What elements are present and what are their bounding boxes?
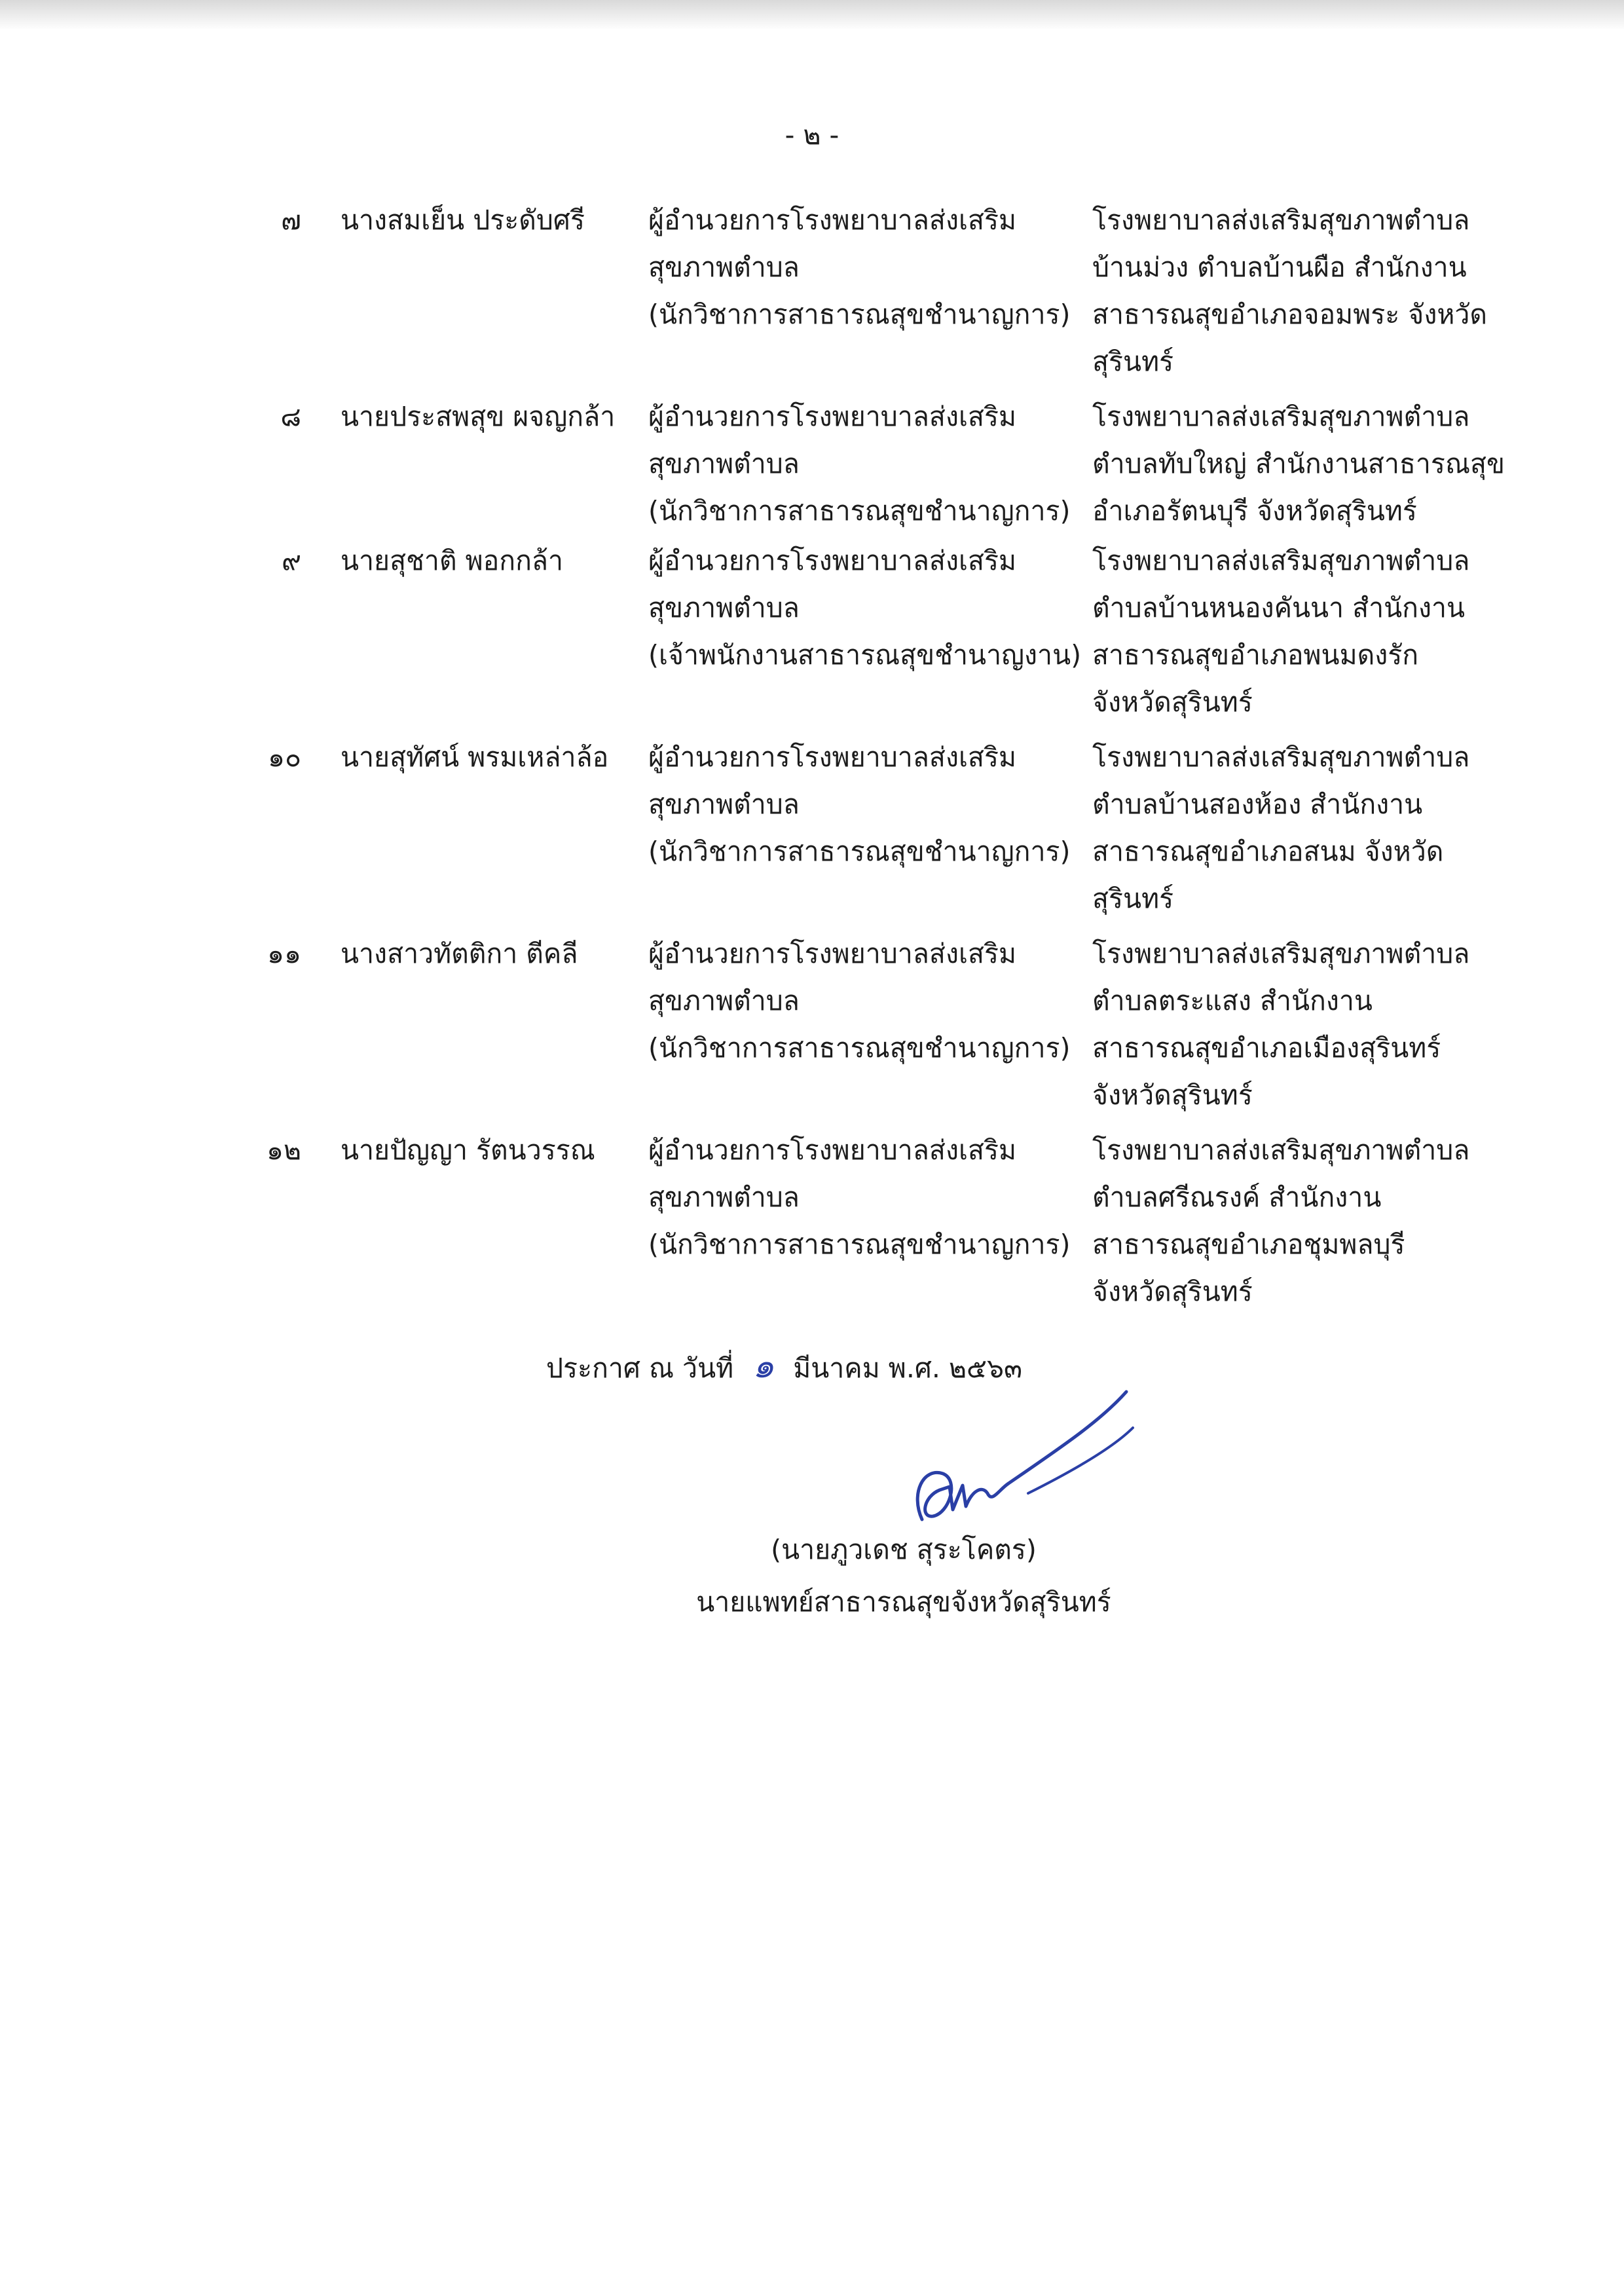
unit-line: บ้านม่วง ตำบลบ้านผือ สำนักงาน (1092, 251, 1467, 283)
scan-edge-shadow (0, 0, 1624, 30)
entry-number: ๑๐ (267, 741, 301, 773)
position-line: ผู้อำนวยการโรงพยาบาลส่งเสริม (648, 938, 1017, 969)
position-line: สุขภาพตำบล (648, 985, 800, 1016)
unit-line: ตำบลศรีณรงค์ สำนักงาน (1092, 1182, 1382, 1213)
entry-number: ๙ (281, 545, 301, 576)
unit-line: สาธารณสุขอำเภอเมืองสุรินทร์ (1092, 1032, 1441, 1064)
entry-position (648, 196, 1080, 338)
entry-unit (1092, 393, 1505, 534)
position-line: สุขภาพตำบล (648, 251, 800, 283)
position-line: สุขภาพตำบล (648, 789, 800, 820)
position-line: (นักวิชาการสาธารณสุขชำนาญการ) (648, 1229, 1071, 1260)
unit-line: โรงพยาบาลส่งเสริมสุขภาพตำบล (1092, 741, 1470, 773)
entry-unit (1092, 1127, 1485, 1315)
unit-line: ตำบลบ้านสองห้อง สำนักงาน (1092, 789, 1423, 820)
entry-person-name: นางสาวทัตติกา ตีคลี (341, 938, 578, 969)
position-line: ผู้อำนวยการโรงพยาบาลส่งเสริม (648, 204, 1017, 236)
unit-line: โรงพยาบาลส่งเสริมสุขภาพตำบล (1092, 204, 1470, 236)
position-line: (นักวิชาการสาธารณสุขชำนาญการ) (648, 1032, 1071, 1064)
position-line: สุขภาพตำบล (648, 448, 800, 479)
entry-unit (1092, 734, 1485, 922)
entry-unit (1092, 537, 1485, 726)
position-line: (เจ้าพนักงานสาธารณสุขชำนาญงาน) (648, 639, 1082, 671)
entry-number: ๑๑ (267, 938, 301, 969)
entry-person-name: นายสุชาติ พอกกล้า (341, 545, 564, 576)
announcement-prefix: ประกาศ ณ วันที่ (546, 1352, 734, 1384)
entry-number: ๘ (280, 401, 301, 432)
unit-line: โรงพยาบาลส่งเสริมสุขภาพตำบล (1092, 938, 1470, 969)
position-line: ผู้อำนวยการโรงพยาบาลส่งเสริม (648, 1134, 1017, 1166)
entry-unit (1092, 930, 1485, 1119)
unit-line: อำเภอรัตนบุรี จังหวัดสุรินทร์ (1092, 495, 1417, 527)
signature-image (904, 1356, 1179, 1533)
unit-line: โรงพยาบาลส่งเสริมสุขภาพตำบล (1092, 401, 1470, 432)
entry-unit (1092, 196, 1488, 385)
entry-position (648, 393, 1080, 534)
unit-line: โรงพยาบาลส่งเสริมสุขภาพตำบล (1092, 545, 1470, 576)
unit-line: สุรินทร์ (1092, 883, 1174, 914)
signer-title: นายแพทย์สาธารณสุขจังหวัดสุรินทร์ (696, 1586, 1111, 1618)
position-line: (นักวิชาการสาธารณสุขชำนาญการ) (648, 495, 1071, 527)
unit-line: โรงพยาบาลส่งเสริมสุขภาพตำบล (1092, 1134, 1470, 1166)
entry-person-name: นายปัญญา รัตนวรรณ (341, 1134, 595, 1166)
unit-line: ตำบลตระแสง สำนักงาน (1092, 985, 1373, 1016)
entry-person-name: นางสมเย็น ประดับศรี (341, 204, 585, 236)
position-line: ผู้อำนวยการโรงพยาบาลส่งเสริม (648, 401, 1017, 432)
announcement-day-handwritten: ๑ (752, 1347, 775, 1386)
signer-name: (นายภูวเดช สุระโคตร) (771, 1534, 1037, 1565)
page-number: - ๒ - (784, 119, 840, 151)
unit-line: จังหวัดสุรินทร์ (1092, 686, 1253, 718)
position-line: (นักวิชาการสาธารณสุขชำนาญการ) (648, 299, 1071, 330)
entry-position (648, 1127, 1080, 1268)
position-line: สุขภาพตำบล (648, 1182, 800, 1213)
unit-line: จังหวัดสุรินทร์ (1092, 1276, 1253, 1307)
entry-number: ๑๒ (266, 1134, 301, 1166)
unit-line: สุรินทร์ (1092, 346, 1174, 377)
unit-line: ตำบลบ้านหนองคันนา สำนักงาน (1092, 592, 1466, 624)
entry-position (648, 930, 1080, 1071)
entry-number: ๗ (281, 204, 301, 236)
unit-line: สาธารณสุขอำเภอชุมพลบุรี (1092, 1229, 1405, 1260)
entry-person-name: นายประสพสุข ผจญกล้า (341, 401, 616, 432)
entry-position (648, 537, 1080, 679)
entry-person-name: นายสุทัศน์ พรมเหล่าล้อ (341, 741, 609, 773)
position-line: ผู้อำนวยการโรงพยาบาลส่งเสริม (648, 741, 1017, 773)
unit-line: สาธารณสุขอำเภอจอมพระ จังหวัด (1092, 299, 1488, 330)
unit-line: สาธารณสุขอำเภอสนม จังหวัด (1092, 836, 1444, 867)
entry-position (648, 734, 1080, 875)
position-line: สุขภาพตำบล (648, 592, 800, 624)
position-line: (นักวิชาการสาธารณสุขชำนาญการ) (648, 836, 1071, 867)
position-line: ผู้อำนวยการโรงพยาบาลส่งเสริม (648, 545, 1017, 576)
announcement-month-year: มีนาคม พ.ศ. ๒๕๖๓ (793, 1352, 1023, 1384)
unit-line: ตำบลทับใหญ่ สำนักงานสาธารณสุข (1092, 448, 1505, 479)
unit-line: จังหวัดสุรินทร์ (1092, 1079, 1253, 1111)
unit-line: สาธารณสุขอำเภอพนมดงรัก (1092, 639, 1419, 671)
